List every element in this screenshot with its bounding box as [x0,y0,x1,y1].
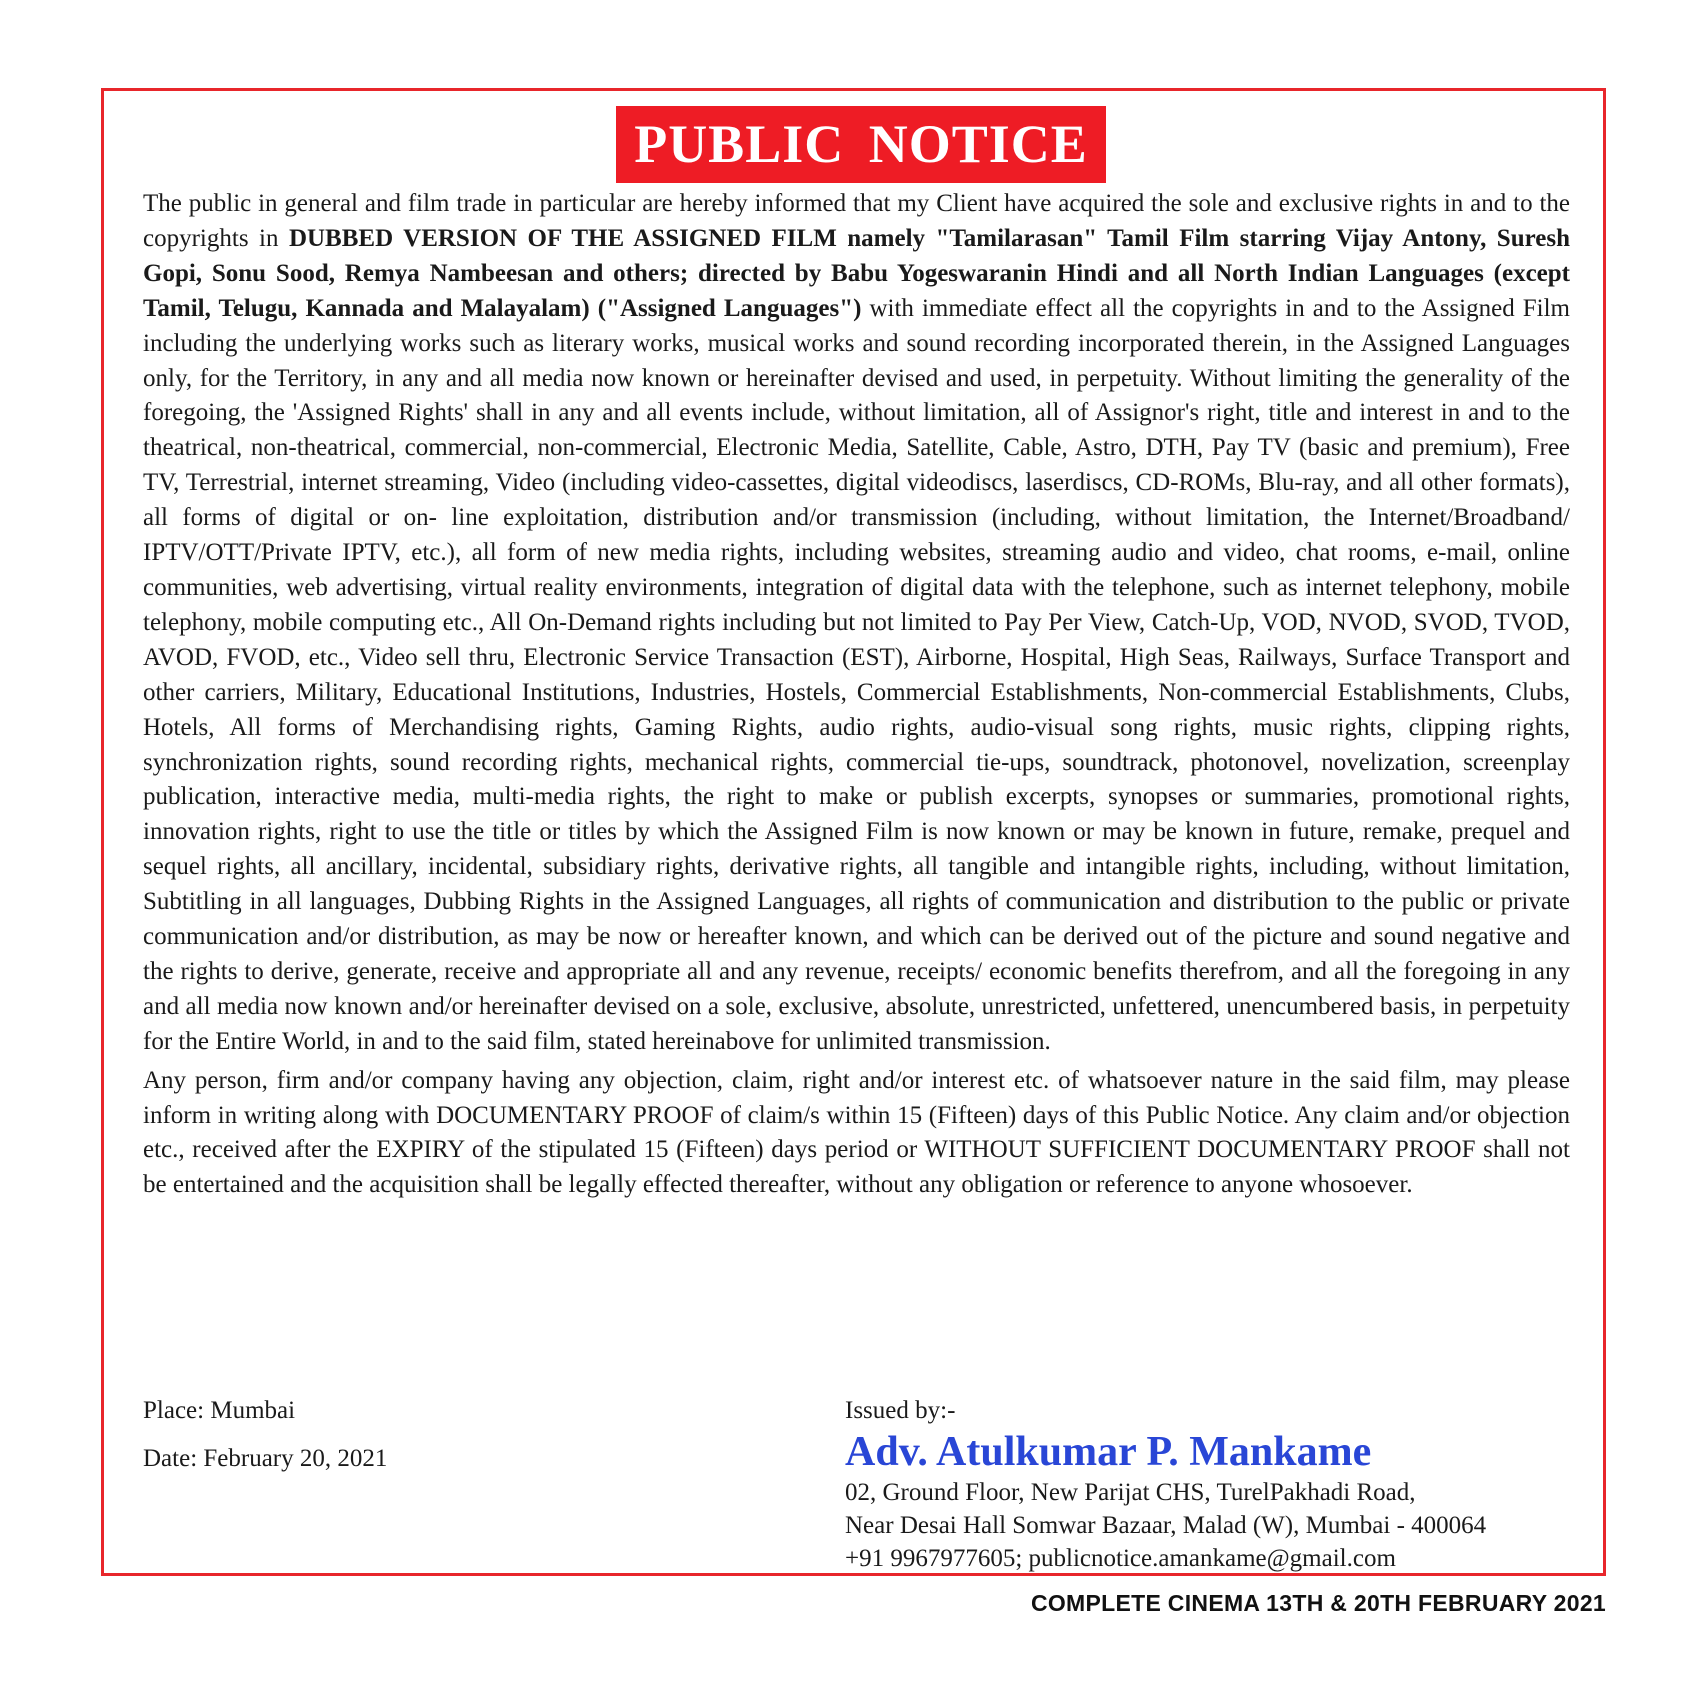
para1-intro: The public in general and film trade in particular are hereby informed that my Client have acquired the sole and exclusive rights in and to the copyrights in [143,190,1570,252]
issuer-block [845,1394,1486,1575]
place-date-block [143,1394,387,1476]
contact-line: +91 9967977605; publicnotice.amankame@gmail.com [845,1545,1396,1572]
address-line-1: 02, Ground Floor, New Parijat CHS, TurelPakhadi Road, [845,1479,1416,1506]
place-text: Place: Mumbai [143,1397,296,1424]
advocate-name: Adv. Atulkumar P. Mankame [845,1429,1372,1475]
notice-body [143,187,1570,1203]
notice-frame [101,88,1606,1576]
issued-by-label: Issued by:- [845,1397,956,1424]
para1-film-details: DUBBED VERSION OF THE ASSIGNED FILM namely "Tamilarasan" Tamil Film starring Vijay Antony, Suresh Gopi, Sonu Sood, Remya Nambeesan and others; directed by Babu Yogeswaranin Hindi and all North Indian Languages (except Tamil, Telugu, Kannada and Malayalam) ("Assigned Languages") [143,224,1570,322]
notice-paragraph-1 [143,187,1570,1060]
para1-rights: with immediate effect all the copyrights in and to the Assigned Film including the underlying works such as literary works, musical works and sound recording incorporated therein, in the Assigned Languages only, for the Territory, in any and all media now known or hereinafter devised and used, in perpetuity. Without limiting the generality of the foregoing, the 'Assigned Rights' shall in any and all events include, without limitation, all of Assignor's right, title and interest in and to the theatrical, non-theatrical, commercial, non-commercial, Electronic Media, Satellite, Cable, Astro, DTH, Pay TV (basic and premium), Free TV, Terrestrial, internet streaming, Video (including video-cassettes, digital videodiscs, laserdiscs, CD-ROMs, Blu-ray, and all other formats), all forms of digital or on- line exploitation, distribution and/or transmission (including, without limitation, the Internet/Broadband/ IPTV/OTT/Private IPTV, etc.), all form of new media rights, including websites, streaming audio and video, chat rooms, e-mail, online communities, web advertising, virtual reality environments, integration of digital data with the telephone, such as internet telephony, mobile telephony, mobile computing etc., All On-Demand rights including but not limited to Pay Per View, Catch-Up, VOD, NVOD, SVOD, TVOD, AVOD, FVOD, etc., Video sell thru, Electronic Service Transaction (EST), Airborne, Hospital, High Seas, Railways, Surface Transport and other carriers, Military, Educational Institutions, Industries, Hostels, Commercial Establishments, Non-commercial Establishments, Clubs, Hotels, All forms of Merchandising rights, Gaming Rights, audio rights, audio-visual song rights, music rights, clipping rights, synchronization rights, sound recording rights, mechanical rights, commercial tie-ups, soundtrack, photonovel, novelization, screenplay publication, interactive media, multi-media rights, the right to make or publish excerpts, synopses or summaries, promotional rights, innovation rights, right to use the title or titles by which the Assigned Film is now known or may be known in future, remake, prequel and sequel rights, all ancillary, incidental, subsidiary rights, derivative rights, all tangible and intangible rights, including, without limitation, Subtitling in all languages, Dubbing Rights in the Assigned Languages, all rights of communication and distribution to the public or private communication and/or distribution, as may be now or hereafter known, and which can be derived out of the picture and sound negative and the rights to derive, generate, receive and appropriate all and any revenue, receipts/ economic benefits therefrom, and all the foregoing in any and all media now known and/or hereinafter devised on a sole, exclusive, absolute, unrestricted, unfettered, unencumbered basis, in perpetuity for the Entire World, in and to the said film, stated hereinabove for unlimited transmission. [143,294,1570,1055]
notice-paragraph-2: Any person, firm and/or company having any objection, claim, right and/or interest etc. of whatsoever nature in the said film, may please inform in writing along with DOCUMENTARY PROOF of claim/s within 15 (Fifteen) days of this Public Notice. Any claim and/or objection etc., received after the EXPIRY of the stipulated 15 (Fifteen) days period or WITHOUT SUFFICIENT DOCUMENTARY PROOF shall not be entertained and the acquisition shall be legally effected thereafter, without any obligation or reference to anyone whosoever. [143,1066,1570,1199]
date-text: Date: February 20, 2021 [143,1445,388,1472]
notice-title: PUBLIC NOTICE [616,106,1106,183]
publication-line: COMPLETE CINEMA 13TH & 20TH FEBRUARY 2021 [1030,1590,1606,1616]
address-line-2: Near Desai Hall Somwar Bazaar, Malad (W), Mumbai - 400064 [845,1512,1487,1539]
